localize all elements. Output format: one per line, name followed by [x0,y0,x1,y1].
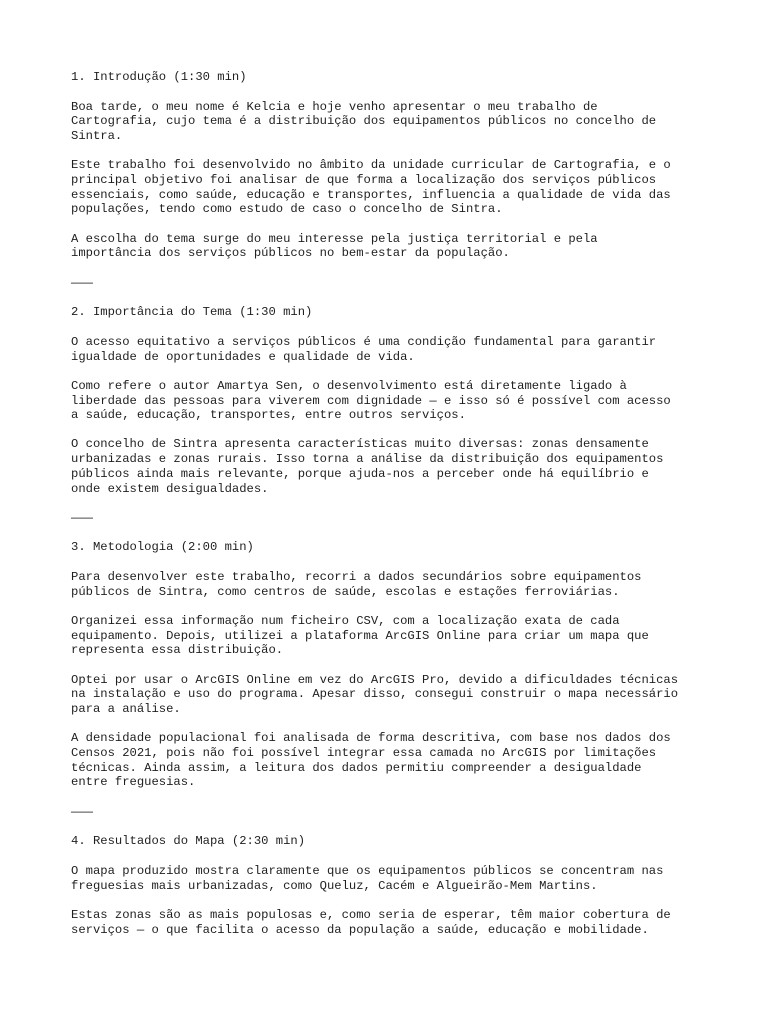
section-importancia [71,305,701,496]
text-line: Este trabalho foi desenvolvido no âmbito da unidade curricular de Cartografia, e o [71,158,671,173]
paragraph [71,570,701,599]
section-resultados [71,834,701,937]
text-line: para a análise. [71,702,181,717]
paragraph [71,335,701,364]
paragraph [71,614,701,658]
text-line: Como refere o autor Amartya Sen, o desenvolvimento está diretamente ligado à [71,378,627,393]
text-line: onde existem desigualdades. [71,481,269,496]
paragraph [71,864,701,893]
text-line: urbanizadas e zonas rurais. Isso torna a análise da distribuição dos equipamentos [71,452,664,467]
text-line: A densidade populacional foi analisada de forma descritiva, com base nos dados dos [71,731,671,746]
text-line: igualdade de oportunidades e qualidade de vida. [71,349,415,364]
document-page [71,70,701,952]
text-line: na instalação e uso do programa. Apesar disso, consegui construir o mapa necessário [71,687,679,702]
text-line: serviços — o que facilita o acesso da população a saúde, educação e mobilidade. [71,922,649,937]
section-heading: 2. Importância do Tema (1:30 min) [71,305,313,320]
text-line: entre freguesias. [71,775,196,790]
section-heading: 3. Metodologia (2:00 min) [71,540,254,555]
text-line: Boa tarde, o meu nome é Kelcia e hoje venho apresentar o meu trabalho de [71,99,598,114]
section-heading: 4. Resultados do Mapa (2:30 min) [71,834,306,849]
text-line: representa essa distribuição. [71,643,284,658]
paragraph [71,908,701,937]
text-line: liberdade das pessoas para viverem com dignidade — e isso só é possível com acesso [71,393,671,408]
text-line: públicos de Sintra, como centros de saúde, escolas e estações ferroviárias. [71,584,620,599]
text-line: Para desenvolver este trabalho, recorri a dados secundários sobre equipamentos [71,570,642,585]
text-line: A escolha do tema surge do meu interesse pela justiça territorial e pela [71,231,598,246]
text-line: Cartografia, cujo tema é a distribuição dos equipamentos públicos no concelho de [71,114,657,129]
text-line: equipamento. Depois, utilizei a plataforma ArcGIS Online para criar um mapa que [71,628,649,643]
text-line: Optei por usar o ArcGIS Online em vez do ArcGIS Pro, devido a dificuldades técnicas [71,672,679,687]
section-separator: ——— [71,275,93,290]
section-separator: ——— [71,804,93,819]
text-line: O concelho de Sintra apresenta características muito diversas: zonas densamente [71,437,649,452]
text-line: Organizei essa informação num ficheiro CSV, com a localização exata de cada [71,614,620,629]
paragraph [71,158,701,217]
text-line: essenciais, como saúde, educação e transportes, influencia a qualidade de vida das [71,187,671,202]
paragraph [71,100,701,144]
section-metodologia [71,540,701,790]
text-line: populações, tendo como estudo de caso o concelho de Sintra. [71,202,503,217]
paragraph [71,379,701,423]
text-line: principal objetivo foi analisar de que forma a localização dos serviços públicos [71,173,657,188]
paragraph [71,673,701,717]
text-line: a saúde, educação, transportes, entre outros serviços. [71,408,466,423]
text-line: Censos 2021, pois não foi possível integrar essa camada no ArcGIS por limitações [71,745,657,760]
section-heading: 1. Introdução (1:30 min) [71,70,247,84]
text-line: públicos ainda mais relevante, porque ajuda-nos a perceber onde há equilíbrio e [71,466,649,481]
text-line: técnicas. Ainda assim, a leitura dos dados permitiu compreender a desigualdade [71,760,642,775]
section-introducao [71,70,701,261]
paragraph [71,731,701,790]
text-line: O acesso equitativo a serviços públicos é uma condição fundamental para garantir [71,334,657,349]
text-line: Sintra. [71,129,123,144]
text-line: O mapa produzido mostra claramente que os equipamentos públicos se concentram nas [71,863,664,878]
text-line: Estas zonas são as mais populosas e, como seria de esperar, têm maior cobertura de [71,907,671,922]
text-line: importância dos serviços públicos no bem-estar da população. [71,246,510,261]
section-separator: ——— [71,510,93,525]
paragraph [71,437,701,496]
paragraph [71,232,701,261]
text-line: freguesias mais urbanizadas, como Queluz, Cacém e Algueirão-Mem Martins. [71,878,598,893]
